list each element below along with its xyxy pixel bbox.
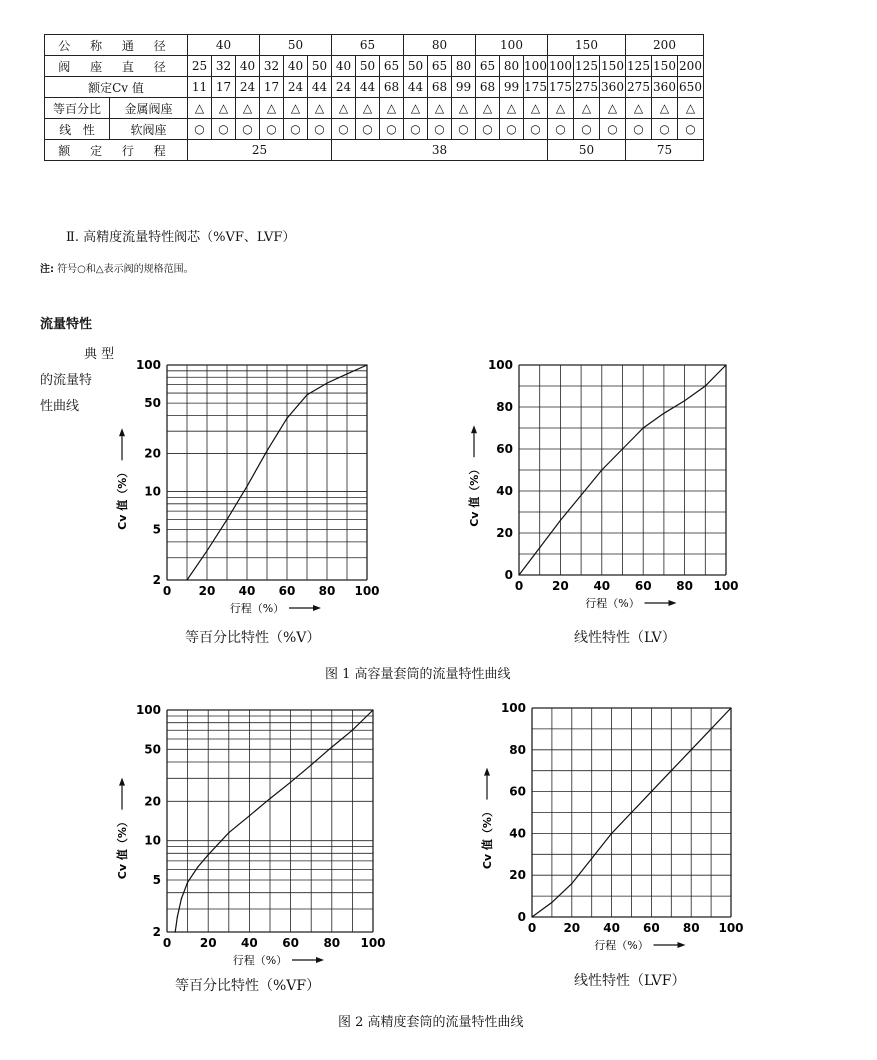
y-tick-label: 0	[517, 910, 526, 924]
metal-seat-symbol: △	[452, 98, 476, 119]
curve-point	[711, 728, 712, 729]
y-tick-label: 20	[509, 868, 526, 883]
curve-point	[331, 747, 332, 748]
soft-seat-symbol: ○	[452, 119, 476, 140]
metal-seat-symbol: △	[678, 98, 704, 119]
curve-point	[601, 469, 602, 470]
seat-cell: 125	[626, 56, 652, 77]
nominal-cell: 50	[260, 35, 332, 56]
cv-cell: 44	[404, 77, 428, 98]
curve-point	[622, 448, 623, 449]
x-tick-label: 80	[318, 584, 336, 598]
y-tick-label: 5	[152, 522, 161, 537]
metal-seat-symbol: △	[652, 98, 678, 119]
curve-point	[671, 770, 672, 771]
metal-seat-symbol: △	[260, 98, 284, 119]
x-tick-label: 60	[643, 921, 660, 935]
seat-cell: 80	[500, 56, 524, 77]
x-arrow-head	[316, 957, 324, 963]
cv-cell: 275	[626, 77, 652, 98]
chart-3-caption: 等百分比特性（%VF）	[175, 978, 321, 994]
chart-1-plot	[115, 358, 380, 615]
y-tick-label: 80	[496, 400, 513, 414]
y-tick-label: 80	[509, 742, 526, 757]
cv-cell: 360	[600, 77, 626, 98]
y-axis-label: Cv 值（%）	[116, 466, 129, 530]
x-tick-label: 20	[199, 936, 217, 950]
cv-cell: 99	[500, 77, 524, 98]
soft-seat-symbol: ○	[678, 119, 704, 140]
x-arrow-head	[678, 942, 686, 948]
chart-1-caption: 等百分比特性（%V）	[185, 630, 321, 646]
curve-point	[352, 730, 353, 731]
cv-cell: 44	[356, 77, 380, 98]
soft-seat-symbol: ○	[574, 119, 600, 140]
chart-4-caption: 线性特性（LVF）	[574, 973, 686, 989]
seat-cell: 40	[236, 56, 260, 77]
x-tick-label: 100	[354, 584, 380, 598]
soft-seat-symbol: ○	[236, 119, 260, 140]
seat-cell: 65	[428, 56, 452, 77]
soft-seat-symbol: ○	[356, 119, 380, 140]
curve-point	[730, 707, 731, 708]
soft-seat-symbol: ○	[212, 119, 236, 140]
metal-seat-symbol: △	[574, 98, 600, 119]
soft-seat-symbol: ○	[600, 119, 626, 140]
metal-seat-symbol: △	[284, 98, 308, 119]
metal-seat-symbol: △	[332, 98, 356, 119]
curve-point	[175, 931, 176, 932]
soft-seat-symbol: ○	[404, 119, 428, 140]
note-text: 符号○和△表示阀的规格范围。	[54, 264, 194, 275]
metal-seat-symbol: △	[428, 98, 452, 119]
curve-point	[197, 866, 198, 867]
y-tick-label: 50	[144, 396, 161, 411]
x-tick-label: 60	[282, 936, 299, 950]
curve-point	[246, 486, 247, 487]
y-axis-label: Cv 值（%）	[116, 816, 129, 880]
chart-3-plot	[115, 703, 386, 967]
cv-cell: 275	[574, 77, 600, 98]
cv-cell: 360	[652, 77, 678, 98]
soft-seat-symbol: ○	[500, 119, 524, 140]
seat-cell: 100	[524, 56, 548, 77]
seat-cell: 200	[678, 56, 704, 77]
x-tick-label: 0	[162, 936, 172, 950]
side-line: 典 型	[84, 347, 115, 362]
metal-seat-symbol: △	[404, 98, 428, 119]
curve-point	[725, 364, 726, 365]
seat-cell: 32	[260, 56, 284, 77]
curve-point	[691, 749, 692, 750]
x-tick-label: 60	[278, 584, 296, 598]
x-tick-label: 100	[713, 579, 739, 593]
curve-point	[346, 373, 347, 374]
y-tick-label: 60	[496, 442, 513, 456]
soft-seat-symbol: ○	[626, 119, 652, 140]
seat-cell: 50	[308, 56, 332, 77]
y-tick-label: 50	[144, 742, 161, 757]
x-tick-label: 100	[360, 936, 386, 950]
soft-seat-symbol: ○	[308, 119, 332, 140]
curve-point	[705, 385, 706, 386]
y-arrow-head	[484, 768, 490, 776]
y-tick-label: 2	[152, 925, 161, 939]
nominal-cell: 150	[548, 35, 626, 56]
soft-seat-symbol: ○	[548, 119, 574, 140]
curve-point	[181, 898, 182, 899]
curve-point	[290, 782, 291, 783]
x-tick-label: 80	[323, 936, 341, 950]
side-line: 的流量特	[40, 373, 93, 388]
curve-point	[186, 579, 187, 580]
y-tick-label: 100	[487, 358, 513, 372]
metal-seat-symbol: △	[356, 98, 380, 119]
curve-point	[311, 764, 312, 765]
metal-seat-symbol: △	[380, 98, 404, 119]
characteristic-curve	[175, 710, 373, 932]
x-tick-label: 80	[682, 921, 700, 935]
travel-cell: 25	[188, 140, 332, 161]
seat-cell: 125	[574, 56, 600, 77]
characteristic-curve	[187, 365, 367, 580]
cv-cell: 68	[380, 77, 404, 98]
soft-seat-symbol: ○	[652, 119, 678, 140]
soft-seat-symbol: ○	[476, 119, 500, 140]
x-tick-label: 0	[162, 584, 172, 598]
nominal-cell: 80	[404, 35, 476, 56]
y-tick-label: 2	[152, 573, 161, 587]
y-tick-label: 20	[144, 794, 161, 809]
cv-header: 额定Cv 值	[45, 77, 188, 98]
y-tick-label: 20	[144, 446, 161, 461]
y-axis-label: Cv 值（%）	[481, 806, 494, 870]
curve-point	[187, 882, 188, 883]
metal-seat-symbol: △	[548, 98, 574, 119]
curve-point	[249, 815, 250, 816]
x-axis-label: 行程（%）	[585, 597, 640, 610]
chart-2-caption: 线性特性（LV）	[574, 630, 676, 646]
curve-point	[643, 427, 644, 428]
chart-4-plot	[480, 701, 744, 952]
chart-2-plot	[467, 358, 739, 610]
nominal-cell: 200	[626, 35, 704, 56]
y-tick-label: 100	[135, 358, 161, 372]
cv-cell: 44	[308, 77, 332, 98]
curve-point	[177, 917, 178, 918]
cv-cell: 68	[476, 77, 500, 98]
soft-header: 软阀座	[110, 119, 188, 140]
y-tick-label: 40	[496, 484, 513, 498]
curve-point	[206, 550, 207, 551]
curve-point	[539, 547, 540, 548]
cv-cell: 24	[332, 77, 356, 98]
metal-seat-symbol: △	[236, 98, 260, 119]
y-tick-label: 100	[500, 701, 526, 715]
x-arrow-head	[313, 605, 321, 611]
cv-cell: 17	[212, 77, 236, 98]
travel-cell: 50	[548, 140, 626, 161]
x-tick-label: 0	[514, 579, 524, 593]
x-tick-label: 80	[676, 579, 693, 593]
x-tick-label: 0	[527, 921, 537, 935]
cv-cell: 24	[236, 77, 260, 98]
eqp-header: 等百分比	[45, 98, 110, 119]
soft-seat-symbol: ○	[188, 119, 212, 140]
curve-point	[560, 520, 561, 521]
curve-point	[208, 854, 209, 855]
soft-seat-symbol: ○	[428, 119, 452, 140]
seat-cell: 65	[380, 56, 404, 77]
x-tick-label: 40	[603, 921, 620, 935]
cv-cell: 17	[260, 77, 284, 98]
curve-point	[684, 400, 685, 401]
side-line: 性曲线	[40, 399, 80, 414]
curve-point	[571, 883, 572, 884]
x-tick-label: 20	[563, 921, 581, 935]
curve-point	[372, 709, 373, 710]
seat-cell: 150	[600, 56, 626, 77]
seat-cell: 32	[212, 56, 236, 77]
curve-point	[631, 812, 632, 813]
cv-cell: 11	[188, 77, 212, 98]
seat-cell: 40	[332, 56, 356, 77]
cv-cell: 24	[284, 77, 308, 98]
nominal-cell: 40	[188, 35, 260, 56]
y-tick-label: 60	[509, 784, 526, 799]
x-tick-label: 40	[238, 584, 256, 598]
curve-point	[591, 858, 592, 859]
nominal-cell: 100	[476, 35, 548, 56]
x-tick-label: 40	[241, 936, 258, 950]
section-title: 流量特性	[40, 317, 93, 332]
y-arrow-head	[119, 428, 125, 436]
metal-seat-symbol: △	[308, 98, 332, 119]
curve-point	[551, 902, 552, 903]
curve-point	[228, 832, 229, 833]
curve-point	[366, 364, 367, 365]
curve-point	[651, 791, 652, 792]
x-axis-label: 行程（%）	[594, 939, 649, 952]
metal-seat-symbol: △	[626, 98, 652, 119]
seat-cell: 100	[548, 56, 574, 77]
y-arrow-head	[119, 778, 125, 786]
x-tick-label: 20	[552, 579, 569, 593]
soft-seat-symbol: ○	[260, 119, 284, 140]
soft-seat-symbol: ○	[332, 119, 356, 140]
x-axis-label: 行程（%）	[229, 602, 285, 615]
curve-point	[326, 382, 327, 383]
cv-cell: 650	[678, 77, 704, 98]
note-label: 注:	[40, 264, 54, 275]
y-tick-label: 10	[144, 833, 161, 848]
soft-seat-symbol: ○	[380, 119, 404, 140]
seat-cell: 25	[188, 56, 212, 77]
seat-cell: 40	[284, 56, 308, 77]
x-tick-label: 60	[634, 579, 652, 593]
figure-2-caption: 图 2 高精度套筒的流量特性曲线	[338, 1015, 524, 1030]
metal-seat-symbol: △	[212, 98, 236, 119]
seat-cell: 50	[356, 56, 380, 77]
y-tick-label: 100	[135, 703, 161, 717]
seat-header: 阀 座 直 径	[45, 56, 188, 77]
lin-header: 线 性	[45, 119, 110, 140]
y-tick-label: 0	[504, 568, 513, 582]
x-tick-label: 40	[593, 579, 611, 593]
curve-point	[226, 519, 227, 520]
y-arrow-head	[471, 425, 477, 433]
seat-cell: 150	[652, 56, 678, 77]
x-tick-label: 100	[718, 921, 744, 935]
metal-header: 金属阀座	[110, 98, 188, 119]
travel-cell: 75	[626, 140, 704, 161]
curve-point	[518, 574, 519, 575]
seat-cell: 80	[452, 56, 476, 77]
travel-cell: 38	[332, 140, 548, 161]
figure-1-caption: 图 1 高容量套筒的流量特性曲线	[325, 667, 511, 682]
curve-point	[266, 450, 267, 451]
travel-header: 额 定 行 程	[45, 140, 188, 161]
y-tick-label: 10	[144, 484, 161, 499]
y-tick-label: 20	[496, 526, 513, 540]
x-tick-label: 20	[198, 584, 216, 598]
seat-cell: 65	[476, 56, 500, 77]
curve-point	[611, 833, 612, 834]
y-tick-label: 5	[152, 873, 161, 888]
seat-cell: 50	[404, 56, 428, 77]
metal-seat-symbol: △	[188, 98, 212, 119]
soft-seat-symbol: ○	[284, 119, 308, 140]
cv-cell: 68	[428, 77, 452, 98]
metal-seat-symbol: △	[500, 98, 524, 119]
y-axis-label: Cv 值（%）	[468, 463, 481, 527]
nominal-cell: 65	[332, 35, 404, 56]
curve-point	[269, 798, 270, 799]
soft-seat-symbol: ○	[524, 119, 548, 140]
curve-point	[663, 413, 664, 414]
subtitle: Ⅱ. 高精度流量特性阀芯（%VF、LVF）	[66, 230, 296, 245]
nominal-header: 公 称 通 径	[45, 35, 188, 56]
metal-seat-symbol: △	[524, 98, 548, 119]
metal-seat-symbol: △	[600, 98, 626, 119]
curve-point	[286, 418, 287, 419]
x-arrow-head	[669, 600, 677, 606]
cv-cell: 175	[524, 77, 548, 98]
x-axis-label: 行程（%）	[232, 954, 288, 967]
curve-point	[581, 495, 582, 496]
curve-point	[306, 394, 307, 395]
metal-seat-symbol: △	[476, 98, 500, 119]
y-tick-label: 40	[509, 826, 526, 841]
curve-point	[531, 916, 532, 917]
cv-cell: 99	[452, 77, 476, 98]
cv-cell: 175	[548, 77, 574, 98]
